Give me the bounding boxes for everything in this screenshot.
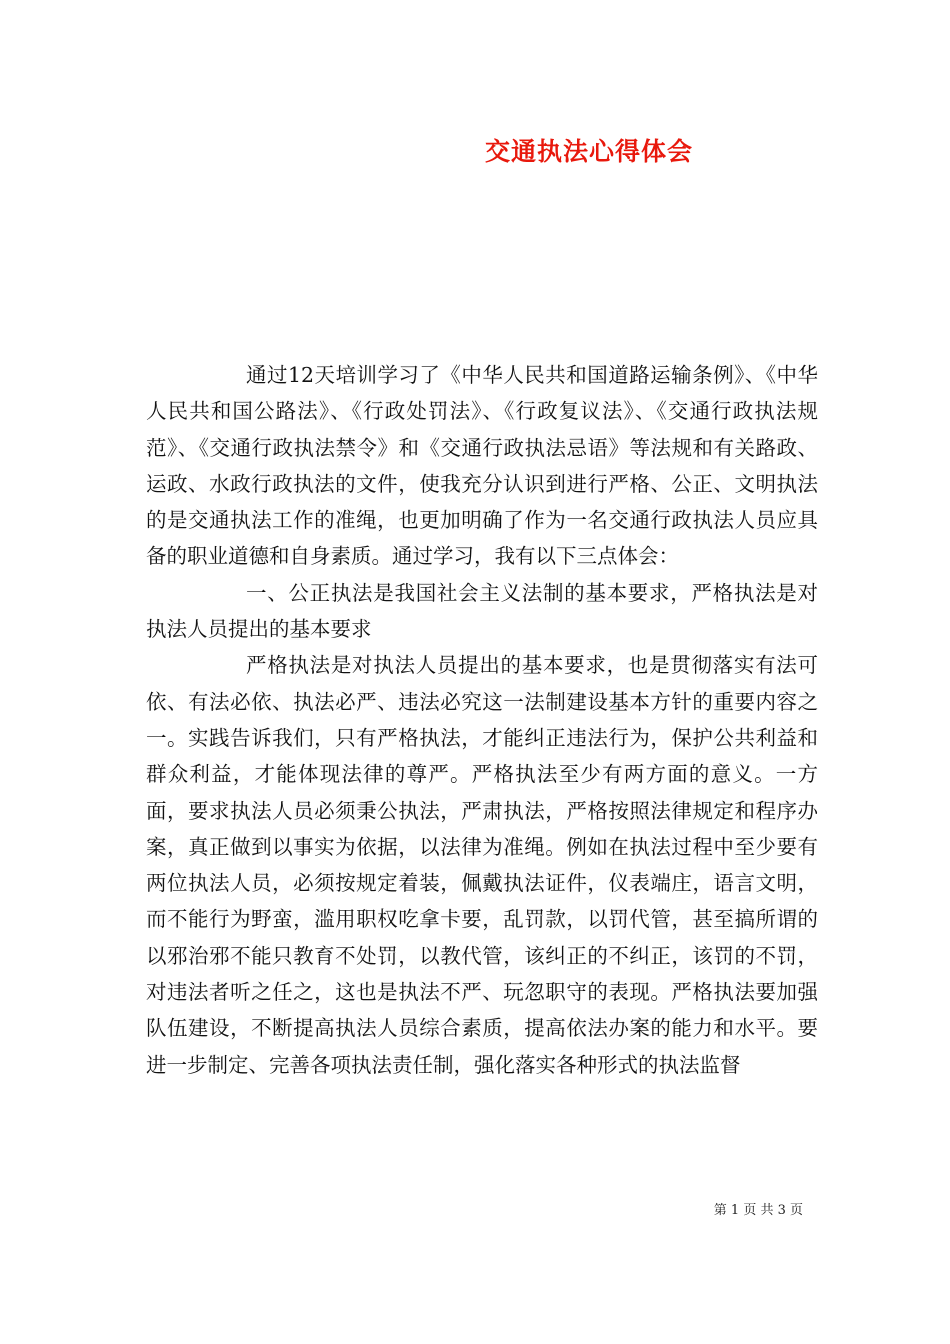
body-paragraph: 严格执法是对执法人员提出的基本要求，也是贯彻落实有法可依、有法必依、执法必严、违法必究这一法制建设基本方针的重要内容之一。实践告诉我们，只有严格执法，才能纠正违法行为，保护公共利益和群众利益，才能体现法律的尊严。严格执法至少有两方面的意义。一方面，要求执法人员必须秉公执法，严肃执法，严格按照法律规定和程序办案，真正做到以事实为依据，以法律为准绳。例如在执法过程中至少要有两位执法人员，必须按规定着装，佩戴执法证件，仪表端庄，语言文明，而不能行为野蛮，滥用职权吃拿卡要，乱罚款，以罚代管，甚至搞所谓的以邪治邪不能只教育不处罚，以教代管，该纠正的不纠正，该罚的不罚，对违法者听之任之，这也是执法不严、玩忽职守的表现。严格执法要加强队伍建设，不断提高执法人员综合素质，提高依法办案的能力和水平。要进一步制定、完善各项执法责任制，强化落实各种形式的执法监督 <box>146 653 818 1077</box>
document-title: 交通执法心得体会 <box>484 137 693 166</box>
document-body <box>146 357 818 1083</box>
intro-paragraph: 通过12天培训学习了《中华人民共和国道路运输条例》、《中华人民共和国公路法》、《行政处罚法》、《行政复议法》、《交通行政执法规范》、《交通行政执法禁令》和《交通行政执法忌语》等法规和有关路政、运政、水政行政执法的文件，使我充分认识到进行严格、公正、文明执法的是交通执法工作的准绳，也更加明确了作为一名交通行政执法人员应具备的职业道德和自身素质。通过学习，我有以下三点体会： <box>146 363 818 569</box>
section-heading-1: 一、公正执法是我国社会主义法制的基本要求，严格执法是对执法人员提出的基本要求 <box>146 580 818 642</box>
page-footer: 第 1 页 共 3 页 <box>713 1203 803 1218</box>
